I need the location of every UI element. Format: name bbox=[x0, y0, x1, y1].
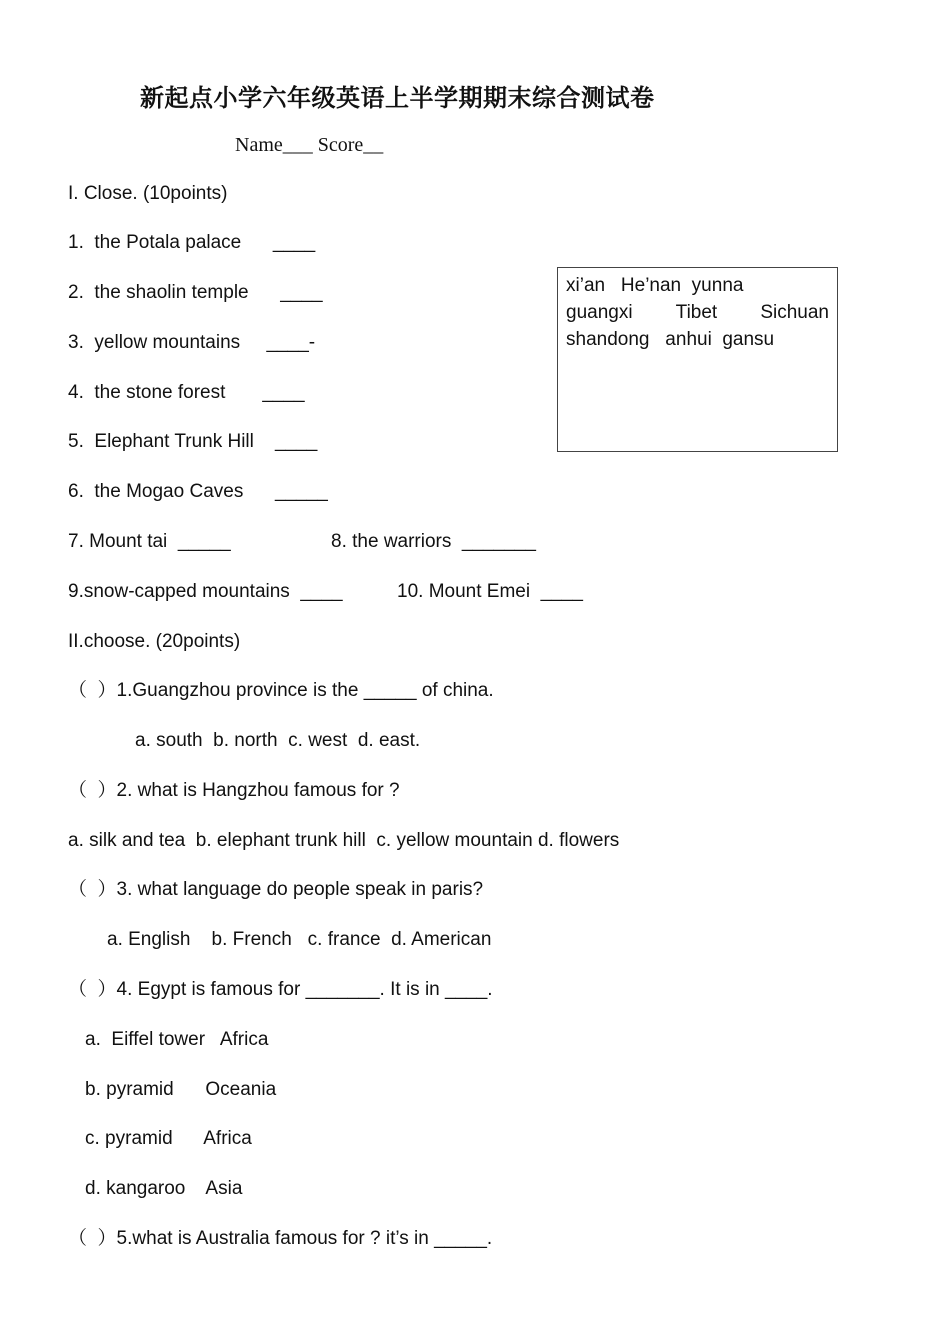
list-item: 3. yellow mountains ____- bbox=[68, 332, 316, 353]
list-item: 6. the Mogao Caves _____ bbox=[68, 481, 328, 502]
question-3-options: a. English b. French c. france d. American bbox=[107, 929, 492, 950]
word-bank-word: Sichuan bbox=[760, 302, 829, 323]
word-bank-line: shandong anhui gansu bbox=[566, 329, 775, 350]
name-score-line: Name___ Score__ bbox=[235, 134, 384, 156]
list-item: 2. the shaolin temple ____ bbox=[68, 282, 323, 303]
word-bank-line: xi’an He’nan yunna bbox=[566, 275, 744, 296]
question-5: （ ）5.what is Australia famous for ? it’s in _____. bbox=[68, 1228, 493, 1249]
question-4: （ ）4. Egypt is famous for _______. It is in ____. bbox=[68, 979, 493, 1000]
question-2-options: a. silk and tea b. elephant trunk hill c. yellow mountain d. flowers bbox=[68, 830, 620, 851]
question-4-option: d. kangaroo Asia bbox=[85, 1178, 243, 1199]
word-bank-box bbox=[557, 267, 838, 452]
page-title: 新起点小学六年级英语上半学期期末综合测试卷 bbox=[140, 84, 655, 112]
list-item: 10. Mount Emei ____ bbox=[397, 581, 583, 602]
question-4-option: b. pyramid Oceania bbox=[85, 1079, 277, 1100]
question-3: （ ）3. what language do people speak in paris? bbox=[68, 879, 484, 900]
list-item: 4. the stone forest ____ bbox=[68, 382, 305, 403]
list-item: 1. the Potala palace ____ bbox=[68, 232, 316, 253]
word-bank-word: Tibet bbox=[675, 302, 718, 323]
question-1-options: a. south b. north c. west d. east. bbox=[135, 730, 421, 751]
section2-heading: II.choose. (20points) bbox=[68, 631, 241, 652]
list-item: 8. the warriors _______ bbox=[331, 531, 536, 552]
word-bank-word: guangxi bbox=[566, 302, 633, 323]
question-2: （ ）2. what is Hangzhou famous for ? bbox=[68, 780, 400, 801]
list-item: 9.snow-capped mountains ____ bbox=[68, 581, 343, 602]
list-item: 5. Elephant Trunk Hill ____ bbox=[68, 431, 318, 452]
question-1: （ ）1.Guangzhou province is the _____ of china. bbox=[68, 680, 494, 701]
question-4-option: a. Eiffel tower Africa bbox=[85, 1029, 269, 1050]
list-item: 7. Mount tai _____ bbox=[68, 531, 231, 552]
question-4-option: c. pyramid Africa bbox=[85, 1128, 252, 1149]
section1-heading: I. Close. (10points) bbox=[68, 183, 228, 204]
word-bank-line bbox=[566, 299, 829, 326]
